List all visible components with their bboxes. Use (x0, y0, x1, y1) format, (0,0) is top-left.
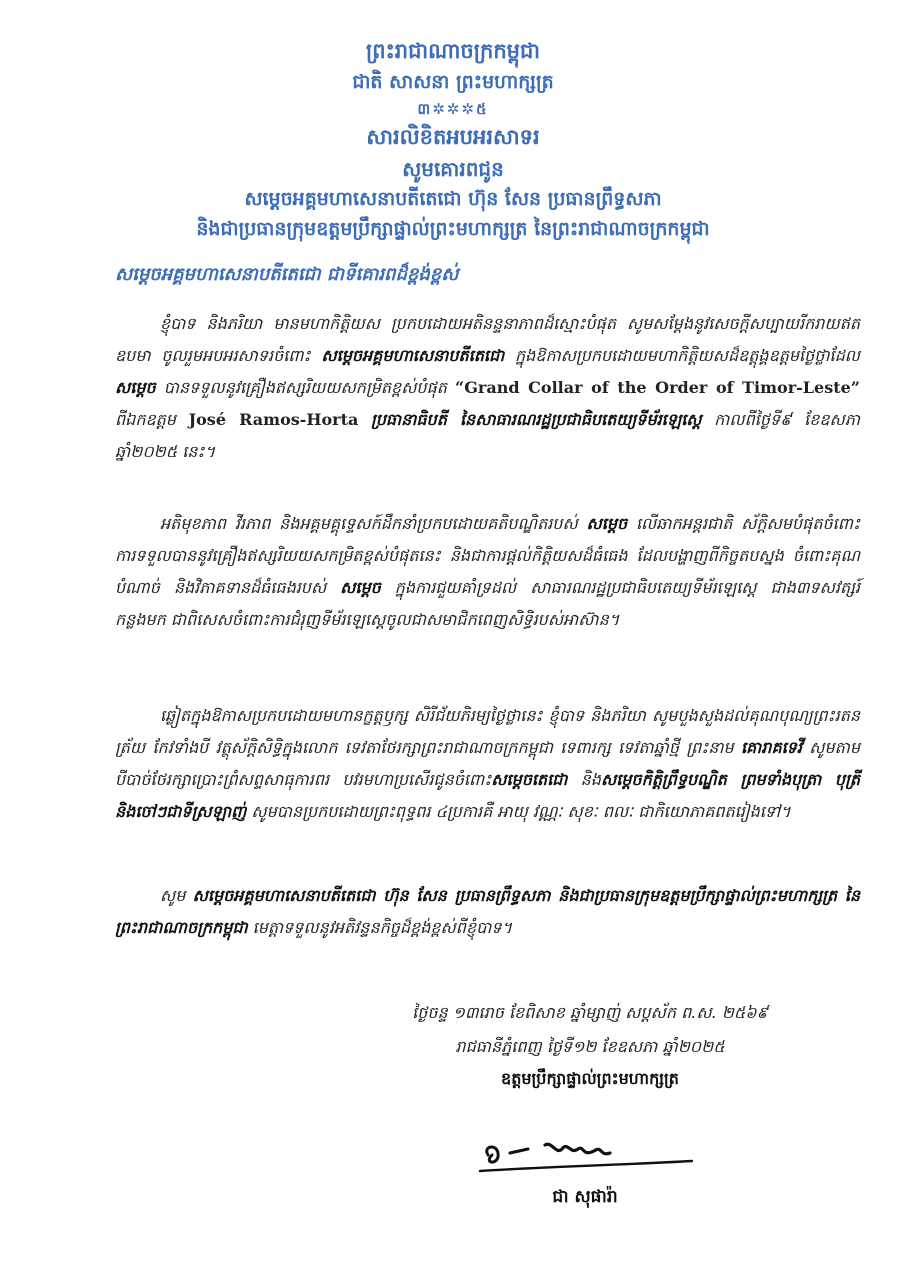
bold-text: សម្តេចកិត្តិព្រឹទ្ធបណ្ឌិត ព្រមទាំងបុត្រា បុត្រី និងចៅៗជាទីស្រឡាញ់ (115, 770, 860, 821)
text: សូម (160, 886, 193, 905)
text: កាលពីថ្ងៃទី៩ ខែឧសភា ឆ្នាំ២០២៥ នេះ។ (115, 410, 860, 461)
text: សូមតាមបីបាច់ថែរក្សាប្រោះព្រំសព្ទសាធុការពរ បវរមហាប្រសើរជូនចំពោះ (115, 738, 860, 789)
bold-text: សម្តេច (586, 514, 628, 533)
kingdom-title: ព្រះរាជាណាចក្រកម្ពុជា (365, 39, 540, 63)
national-motto: ជាតិ សាសនា ព្រះមហាក្សត្រ (352, 71, 554, 93)
bold-text: សម្តេចតេជោ (491, 770, 568, 789)
person-name: José Ramos-Horta (188, 410, 359, 429)
signature-image (470, 1115, 700, 1185)
bold-text: សម្តេច (340, 578, 381, 597)
bold-text: សម្តេចអគ្គមហាសេនាបតីតេជោ ហ៊ុន សែន ប្រធានព្រឹទ្ធសភា និងជាប្រធានក្រុមឧត្តមប្រឹក្សាផ្ទាល់ព្រះមហាក្សត្រ នៃព្រះរាជាណាចក្រកម្ពុជា (115, 886, 860, 937)
recipient-line-2: និងជាប្រធានក្រុមឧត្តមប្រឹក្សាផ្ទាល់ព្រះមហាក្សត្រ នៃព្រះរាជាណាចក្រកម្ពុជា (196, 218, 710, 240)
paragraph-1 (115, 308, 860, 468)
text: លើឆាកអន្តរជាតិ ស័ក្តិសមបំផុតចំពោះការទទួលបាននូវគ្រឿងឥស្សរិយយសកម្រិតខ្ពស់បំផុតនេះ និងជាការផ្តល់កិត្តិយសដ៏ធំធេង ដែលបង្ហាញពីកិច្ចតបស្នង ចំពោះគុណបំណាច់ និងវិភាគទានដ៏ធំធេងរបស់ (115, 514, 860, 597)
respect-line: សូមគោរពជូន (402, 157, 504, 181)
paragraph-2 (115, 508, 860, 636)
solar-date: រាជធានីភ្នំពេញ ថ្ងៃទី១២ ខែឧសភា ឆ្នាំ២០២៥ (455, 1037, 725, 1056)
salutation: សម្តេចអគ្គមហាសេនាបតីតេជោ ជាទីគោរពដ៏ខ្ពង់ខ្ពស់ (115, 264, 459, 285)
text: សូមបានប្រកបដោយព្រះពុទ្ធពរ ៤ប្រការគឺ អាយុ វណ្ណៈ សុខៈ ពលៈ ជាកិយោភាគពតរៀងទៅ។ (246, 802, 791, 821)
award-name: “Grand Collar of the Order of Timor-Leste” (455, 378, 861, 397)
bold-text: ប្រធានាធិបតី នៃសាធារណរដ្ឋប្រជាធិបតេយ្យទីម័រឡេស្តេ (370, 410, 702, 429)
recipient-line-1: សម្តេចអគ្គមហាសេនាបតីតេជោ ហ៊ុន សែន ប្រធានព្រឹទ្ធសភា (244, 188, 662, 210)
letter-title: សារលិខិតអបអរសាទរ (366, 125, 540, 149)
text: បានទទួលនូវគ្រឿងឥស្សរិយយសកម្រិតខ្ពស់បំផុត (155, 378, 456, 397)
text (358, 410, 371, 429)
text: ក្នុងឱកាសប្រកបដោយមហាកិត្តិយសដ៏ឧត្តុង្គឧត្តមថ្ងៃថ្លាដែល (504, 346, 860, 365)
bold-text: គោរាគទេវី (740, 738, 802, 757)
text: ឆ្លៀតក្នុងឱកាសប្រកបដោយមហានក្ខត្តឫក្ស សិរីជ័យភិរម្យថ្ងៃថ្លានេះ ខ្ញុំបាទ និងភរិយា សូមបួងសួងដល់គុណបុណ្យព្រះរតនត្រ័យ កែវទាំងបី វត្ថុស័ក្តិសិទ្ធិក្នុងលោក ទេវតាថែរក្សាព្រះរាជាណាចក្រកម្ពុជា ទេពារក្ស ទេវតាឆ្នាំថ្មី ព្រះនាម (115, 706, 860, 757)
ornament-divider: ៣✲✲✲៥ (417, 100, 489, 118)
paragraph-4 (115, 880, 860, 944)
text: ខ្ញុំបាទ និងភរិយា មានមហាកិត្តិយស ប្រកបដោយអតិនន្ទនាភាពដ៏ស្មោះបំផុត សូមសម្តែងនូវសេចក្តីសប្បាយរីករាយឥតឧបមា ចូលរួមអបអរសាទរចំពោះ (115, 314, 860, 365)
text: មេត្តាទទួលនូវអតិវន្ទនកិច្ចដ៏ខ្ពង់ខ្ពស់ពីខ្ញុំបាទ។ (247, 918, 513, 937)
text: និង (567, 770, 601, 789)
text: ក្នុងការជួយគាំទ្រដល់ សាធារណរដ្ឋប្រជាធិបតេយ្យទីម័រឡេស្តេ ជាង៣ទសវត្សរ៍កន្លងមក ជាពិសេសចំពោះការជំរុញទីម័រឡេស្តេចូលជាសមាជិកពេញសិទ្ធិរបស់អាស៊ាន។ (115, 578, 860, 629)
paragraph-3 (115, 700, 860, 828)
lunar-date: ថ្ងៃចន្ទ ១៣រោច ខែពិសាខ ឆ្នាំម្សាញ់ សប្តស័ក ព.ស. ២៥៦៩ (412, 1003, 768, 1022)
signer-name: ជា សុផារ៉ា (552, 1187, 618, 1207)
signer-office: ឧត្តមប្រឹក្សាផ្ទាល់ព្រះមហាក្សត្រ (501, 1069, 679, 1088)
bold-text: សម្តេចអគ្គមហាសេនាបតីតេជោ (321, 346, 505, 365)
text: អតិមុខភាព វីរភាព និងអគ្គមគ្គុទ្ទេសក៍ដឹកនាំប្រកបដោយគតិបណ្ឌិតរបស់ (160, 514, 587, 533)
bold-text: សម្តេច (115, 378, 156, 397)
text: ពីឯកឧត្តម (115, 410, 189, 429)
